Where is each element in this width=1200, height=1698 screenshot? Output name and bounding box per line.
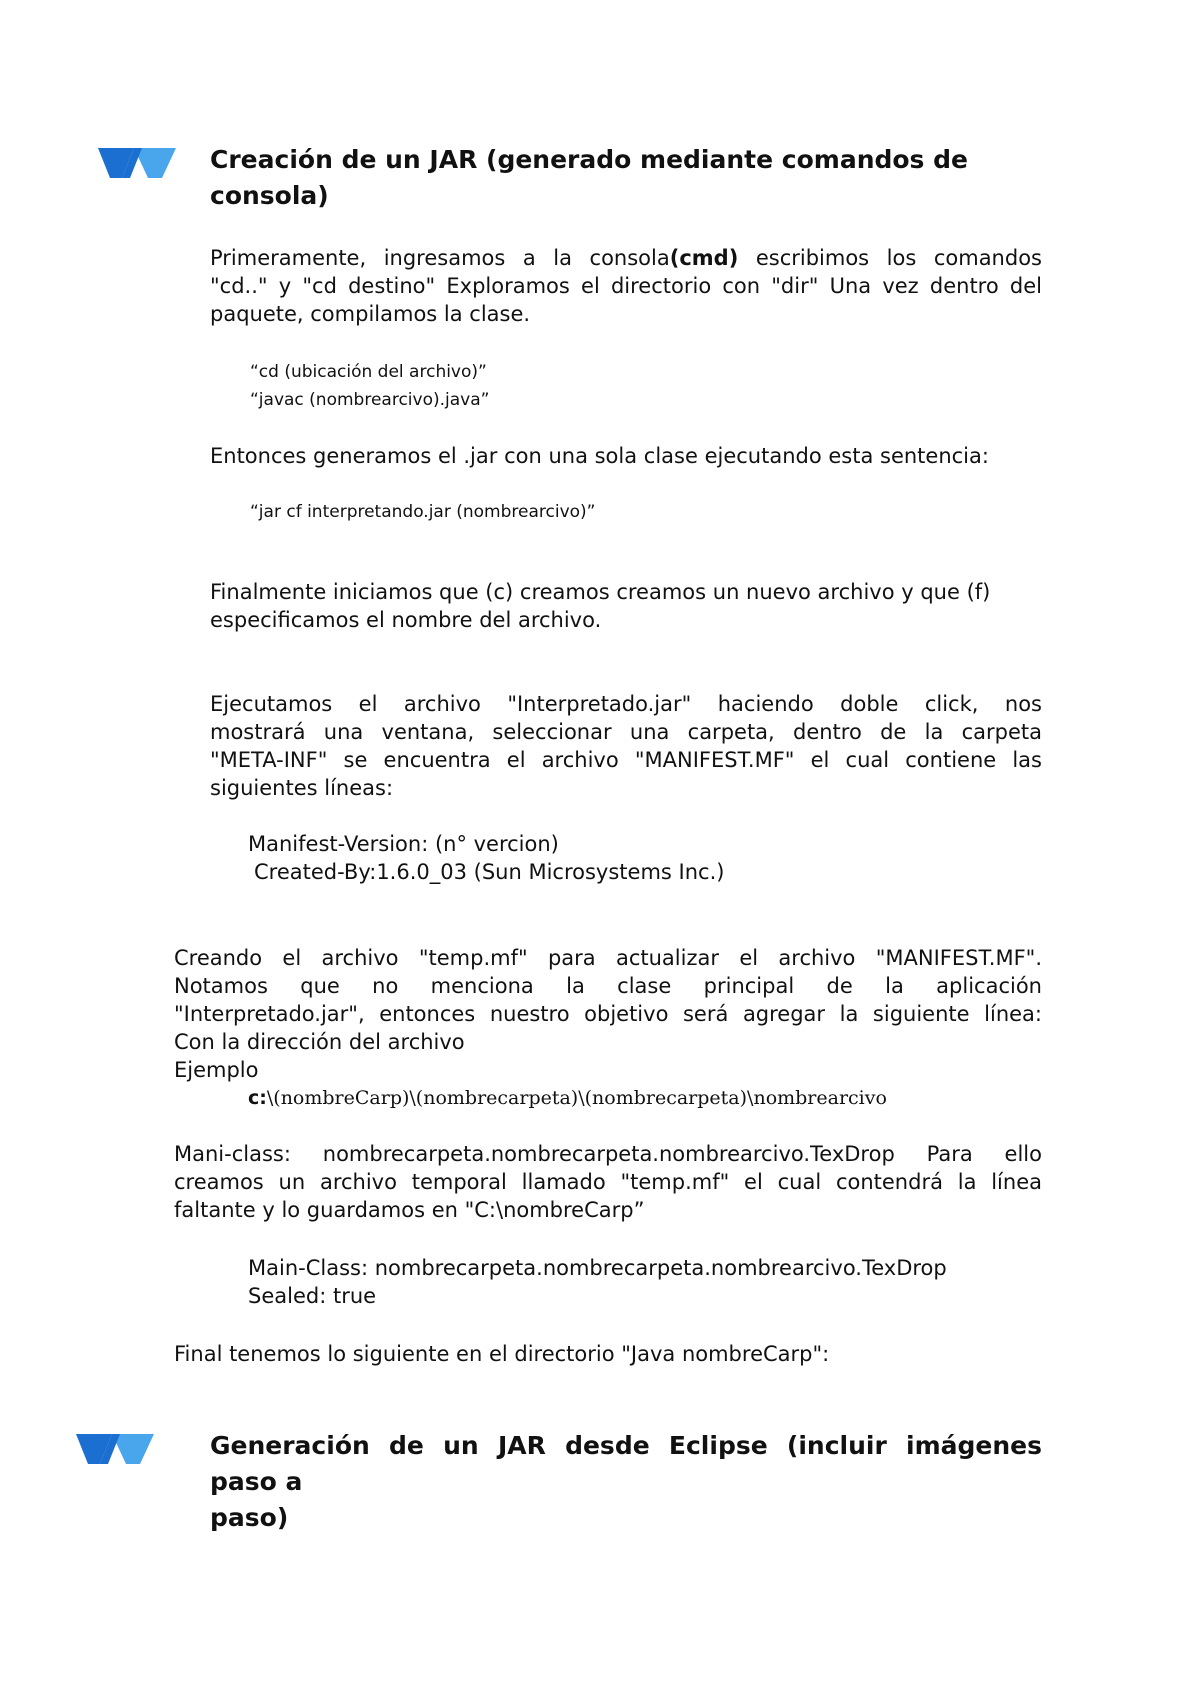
paragraph-line: "cd.." y "cd destino" Exploramos el directorio con "dir" Una vez dentro del (210, 274, 1042, 298)
section-heading-2 (210, 1428, 1042, 1536)
final-text-line: especificamos el nombre del archivo. (210, 608, 602, 632)
paragraph-line: Con la dirección del archivo (174, 1030, 465, 1054)
paragraph-line: Mani-class: nombrecarpeta.nombrecarpeta.nombrearcivo.TexDrop Para ello (174, 1142, 1042, 1166)
paragraph-line: mostrará una ventana, seleccionar una carpeta, dentro de la carpeta (210, 720, 1042, 744)
paragraph-line: Notamos que no menciona la clase principal de la aplicación (174, 974, 1042, 998)
manifest-paragraph (174, 944, 1042, 1084)
example-path (248, 1084, 887, 1112)
paragraph-line: siguientes líneas: (210, 776, 394, 800)
sealed-line: Sealed: true (248, 1284, 377, 1308)
main-class-line: Main-Class: nombrecarpeta.nombrecarpeta.nombrearcivo.TexDrop (248, 1256, 947, 1280)
heading-line: Creación de un JAR (generado mediante comandos de (210, 145, 968, 174)
paragraph-text: Primeramente, ingresamos a la consola (210, 246, 670, 270)
command-line: “jar cf interpretando.jar (nombrearcivo)” (250, 502, 596, 522)
heading-line: Generación de un JAR desde Eclipse (incluir imágenes paso a (210, 1431, 1042, 1496)
section-heading-1 (210, 142, 1042, 214)
paragraph-line (210, 244, 1042, 272)
command-line: “cd (ubicación del archivo)” (250, 362, 487, 382)
command-line: “javac (nombrearcivo).java” (250, 390, 490, 410)
paragraph-line: Ejemplo (174, 1058, 259, 1082)
manifest-line: Created-By:1.6.0_03 (Sun Microsystems Inc.) (254, 860, 725, 884)
generate-text: Entonces generamos el .jar con una sola clase ejecutando esta sentencia: (210, 444, 989, 468)
heading-line: paso) (210, 1503, 289, 1532)
paragraph-line: "Interpretado.jar", entonces nuestro objetivo será agregar la siguiente línea: (174, 1002, 1042, 1026)
paragraph-line: paquete, compilamos la clase. (210, 302, 531, 326)
mani-class-paragraph (174, 1140, 1042, 1224)
brand-logo-icon (98, 142, 178, 182)
path-prefix: c: (248, 1087, 267, 1109)
paragraph-line: Ejecutamos el archivo "Interpretado.jar" haciendo doble click, nos (210, 692, 1042, 716)
paragraph-line: creamos un archivo temporal llamado "temp.mf" el cual contendrá la línea (174, 1170, 1042, 1194)
paragraph-line: faltante y lo guardamos en "C:\nombreCarp” (174, 1198, 645, 1222)
paragraph-line: "META-INF" se encuentra el archivo "MANIFEST.MF" el cual contiene las (210, 748, 1042, 772)
path-rest: \(nombreCarp)\(nombrecarpeta)\(nombrecarpeta)\nombrearcivo (266, 1087, 887, 1109)
exec-paragraph (210, 690, 1042, 802)
intro-paragraph (210, 244, 1042, 328)
final-text-line: Finalmente iniciamos que (c) creamos creamos un nuevo archivo y que (f) (210, 580, 991, 604)
cmd-bold-text: (cmd) (669, 246, 739, 270)
paragraph-text: escribimos los comandos (738, 246, 1042, 270)
heading-line: consola) (210, 181, 329, 210)
final-directory-text: Final tenemos lo siguiente en el directorio "Java nombreCarp": (174, 1342, 830, 1366)
brand-logo-icon (76, 1428, 156, 1468)
manifest-line: Manifest-Version: (n° vercion) (248, 832, 559, 856)
paragraph-line: Creando el archivo "temp.mf" para actualizar el archivo "MANIFEST.MF". (174, 946, 1042, 970)
